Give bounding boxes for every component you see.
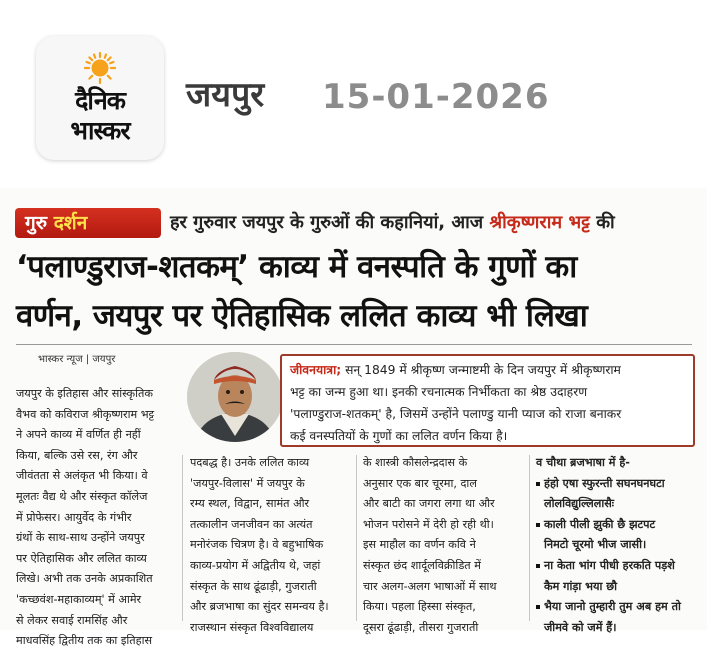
article-column-4 xyxy=(536,453,701,638)
biography-line: 'पलाण्डुराज-शतकम्' है, जिसमें उन्होंने पलाण्डु यानी प्याज को राजा बनाकर xyxy=(290,407,622,421)
text-line: काव्य-प्रयोग में अद्वितीय थे, जहां xyxy=(190,558,321,572)
verse-line: लोलविद्युल्लिलासैः xyxy=(544,497,615,511)
logo-text-line2: भास्कर xyxy=(70,116,130,145)
verse-line: निमटो चूरमो भीज जासी। xyxy=(544,538,647,552)
text-line: और ब्रजभाषा का सुंदर समन्वय है। xyxy=(190,600,329,614)
verse-intro: व चौथा ब्रजभाषा में है- xyxy=(536,456,630,469)
section-badge xyxy=(15,208,161,238)
text-line: संस्कृत के साथ ढूंढाड़ी, गुजराती xyxy=(190,579,317,593)
text-line: पदबद्ध है। उनके ललित काव्य xyxy=(190,456,310,469)
text-line: वैभव को कविराज श्रीकृष्णराम भट्ट xyxy=(16,407,155,421)
text-line: ने अपने काव्य में वर्णित ही नहीं xyxy=(16,428,141,442)
column-divider xyxy=(356,455,357,621)
section-badge-part1: गुरु xyxy=(25,212,48,234)
text-line: पर ऐतिहासिक और ललित काव्य xyxy=(16,551,147,565)
text-line: राजस्थान संस्कृत विश्वविद्यालय xyxy=(190,620,314,634)
verse-line: हंहो एषा स्फुरन्ती सघनघनघटा xyxy=(544,476,665,490)
text-line: चार अलग-अलग भाषाओं में साथ xyxy=(363,579,497,593)
verse-line: काली पीली झुकी छै झटपट xyxy=(544,517,656,531)
headline-line2: वर्णन, जयपुर पर ऐतिहासिक ललित काव्य भी लिखा xyxy=(16,298,588,334)
biography-line: भट्ट का जन्म हुआ था। इनकी रचनात्मक निर्भीकता का श्रेष्ठ उदाहरण xyxy=(290,385,588,399)
text-line: माधवसिंह द्वितीय तक का इतिहास xyxy=(16,634,153,648)
article-column-3 xyxy=(363,453,523,638)
article-column-2 xyxy=(190,453,350,638)
edition-city: जयपुर xyxy=(186,75,265,115)
verse-line: ना केता भांग पीधी हरकति पड़शे xyxy=(544,558,675,572)
text-line: 'जयपुर-विलास' में जयपुर के xyxy=(190,476,305,490)
dainik-bhaskar-logo[interactable] xyxy=(36,36,164,160)
text-line: ग्रंथों के साथ-साथ उन्होंने जयपुर xyxy=(16,531,145,545)
app-header xyxy=(0,0,707,178)
kicker-end: की xyxy=(589,212,615,233)
text-line: मूलतः वैद्य थे और संस्कृत कॉलेज xyxy=(16,489,148,503)
kicker-person-name: श्रीकृष्णराम भट्ट xyxy=(489,212,590,233)
text-line: संस्कृत छंद शार्दूलविक्रीडित में xyxy=(363,558,481,572)
biography-line: कई वनस्पतियों के गुणों का ललित वर्णन किया है। xyxy=(290,429,508,443)
text-line: और बाटी का जगरा लगा था और xyxy=(363,497,495,511)
headline-rule xyxy=(16,344,692,345)
text-line: जीवंतता से अलंकृत भी किया। वे xyxy=(16,469,148,483)
text-line: अनुसार एक बार चूरमा, दाल xyxy=(363,476,477,490)
edition-date: 15-01-2026 xyxy=(322,77,550,117)
text-line: इस माहौल का वर्णन कवि ने xyxy=(363,538,476,552)
portrait-photo xyxy=(187,352,283,442)
verse-line: कैम गांड़ा भया छौ xyxy=(544,579,618,593)
biography-box xyxy=(280,354,695,447)
column-divider xyxy=(529,455,530,621)
kicker-line xyxy=(170,211,615,235)
verse-quote xyxy=(536,515,701,556)
portrait-figure-icon xyxy=(187,352,283,442)
byline: भास्कर न्यूज | जयपुर xyxy=(38,354,116,365)
verse-line: जीमवे को जमें हैं। xyxy=(544,620,617,634)
article-headline xyxy=(16,243,696,341)
text-line: रम्य स्थल, विद्वान, सामंत और xyxy=(190,497,310,511)
verse-quote xyxy=(536,474,701,515)
verse-line: भैया जानो तुम्हारी तुम अब हम तो xyxy=(544,600,681,614)
logo-text-line1: दैनिक xyxy=(75,86,125,115)
text-line: किया। पहला हिस्सा संस्कृत, xyxy=(363,600,476,614)
text-line: 'कच्छवंश-महाकाव्यम्' में आमेर xyxy=(16,592,142,606)
text-line: तत्कालीन जनजीवन का अत्यंत xyxy=(190,517,313,531)
text-line: दूसरा ढूंढाड़ी, तीसरा गुजराती xyxy=(363,620,479,634)
verse-quote xyxy=(536,556,701,597)
text-line: में प्रोफेसर। आयुर्वेद के गंभीर xyxy=(16,510,132,524)
section-badge-part2: दर्शन xyxy=(53,212,88,234)
sun-icon xyxy=(84,52,116,84)
text-line: लिखे। अभी तक उनके अप्रकाशित xyxy=(16,572,153,586)
text-line: भोजन परोसने में देरी हो रही थी। xyxy=(363,517,494,531)
article-column-1 xyxy=(16,384,176,652)
text-line: किया, बल्कि उसे रस, रंग और xyxy=(16,448,138,462)
kicker-text: हर गुरुवार जयपुर के गुरुओं की कहानियां, आज xyxy=(170,212,490,233)
biography-line: सन् 1849 में श्रीकृष्ण जन्माष्टमी के दिन जयपुर में श्रीकृष्णराम xyxy=(341,363,621,377)
headline-line1: ‘पलाण्डुराज-शतकम्’ काव्य में वनस्पति के गुणों का xyxy=(16,249,577,285)
text-line: मनोरंजक चित्रण है। वे बहुभाषिक xyxy=(190,538,324,552)
biography-lead: जीवनयात्रा; xyxy=(290,363,342,377)
verse-quote xyxy=(536,597,701,638)
text-line: से लेकर सवाई रामसिंह और xyxy=(16,613,128,627)
text-line: जयपुर के इतिहास और सांस्कृतिक xyxy=(16,387,153,400)
column-divider xyxy=(182,455,183,621)
text-line: के शास्त्री कौसलेन्द्रदास के xyxy=(363,456,468,469)
